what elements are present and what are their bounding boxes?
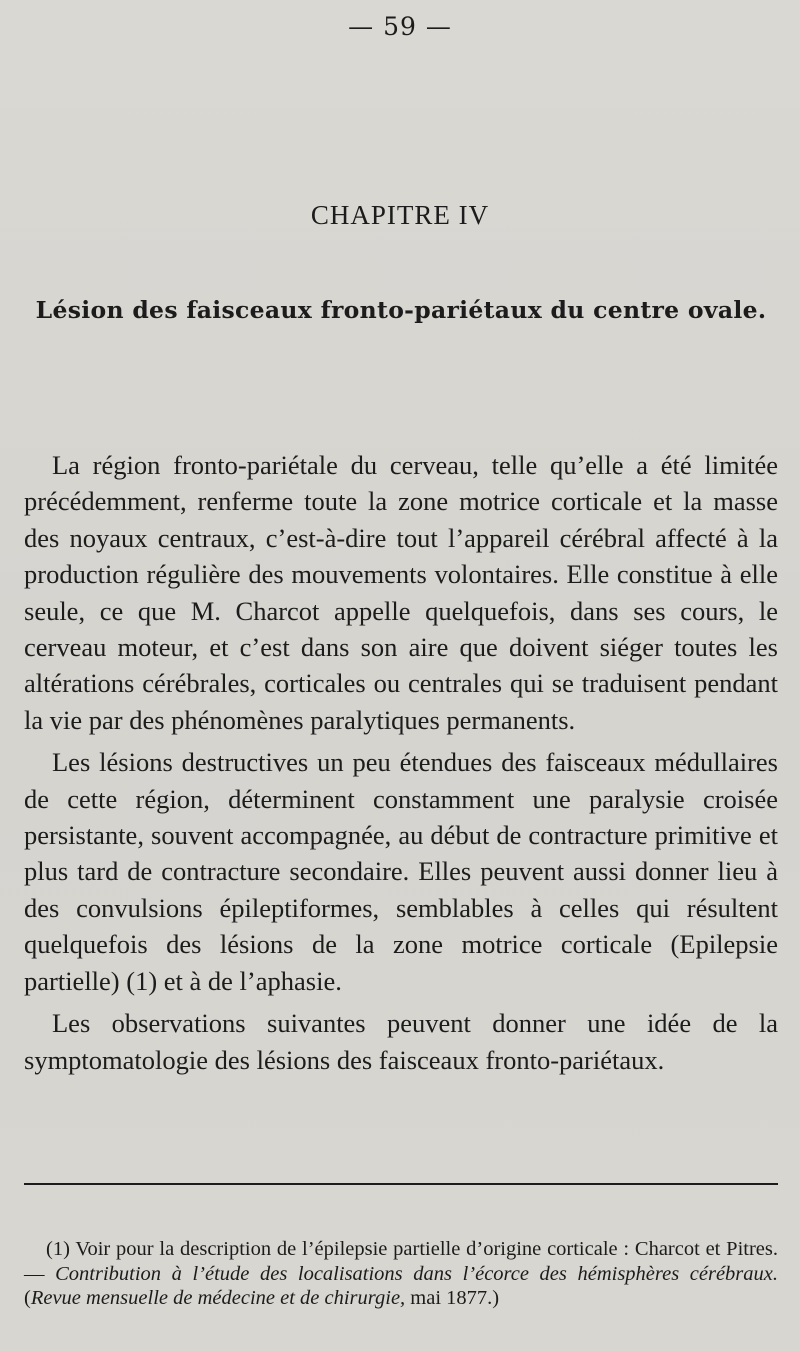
paragraph-1: La région fronto-pariétale du cerveau, telle qu’elle a été limitée précédemment, renferme toute la zone motrice corticale et la masse des noyaux centraux, c’est-à-dire tout l’appareil cérébral affecté à la production régulière des mouvements volontaires. Elle constitue à elle seule, ce que M. Charcot appelle quelquefois, dans ses cours, le cerveau moteur, et c’est dans son aire que doivent siéger toutes les altérations cérébrales, corticales ou centrales qui se traduisent pendant la vie par des phénomènes paralytiques permanents.	[24, 450, 778, 735]
page-number: — 59 —	[348, 12, 452, 41]
footnote	[24, 1237, 778, 1311]
footnote-lead: (1) Voir pour la description de l’épilepsie partielle d’origine corticale : Charcot et Pitres.—	[24, 1238, 778, 1285]
section-title: Lésion des faisceaux fronto-pariétaux du centre ovale.	[35, 296, 767, 324]
footnote-source-open: (	[24, 1287, 31, 1309]
footnote-divider	[24, 1183, 778, 1185]
paragraph-3: Les observations suivantes peuvent donner une idée de la symptomatologie des lésions des faisceaux fronto-pariétaux.	[24, 1008, 778, 1075]
footnote-title: Contribution à l’étude des localisations dans l’écorce des hémisphères cérébraux.	[55, 1262, 779, 1285]
footnote-source: Revue mensuelle de médecine et de chirurgie,	[30, 1287, 406, 1309]
body-text	[24, 447, 778, 1084]
chapter-title: CHAPITRE IV	[310, 200, 490, 230]
paragraph-2: Les lésions destructives un peu étendues des faisceaux médullaires de cette région, déterminent constamment une paralysie croisée persistante, souvent accompagnée, au début de contracture primitive et plus tard de contracture secondaire. Elles peuvent aussi donner lieu à des convulsions épileptiformes, semblables à celles qui résultent quelquefois des lésions de la zone motrice corticale (Epilepsie partielle) (1) et à de l’aphasie.	[24, 747, 778, 996]
footnote-tail: mai 1877.)	[405, 1287, 500, 1309]
